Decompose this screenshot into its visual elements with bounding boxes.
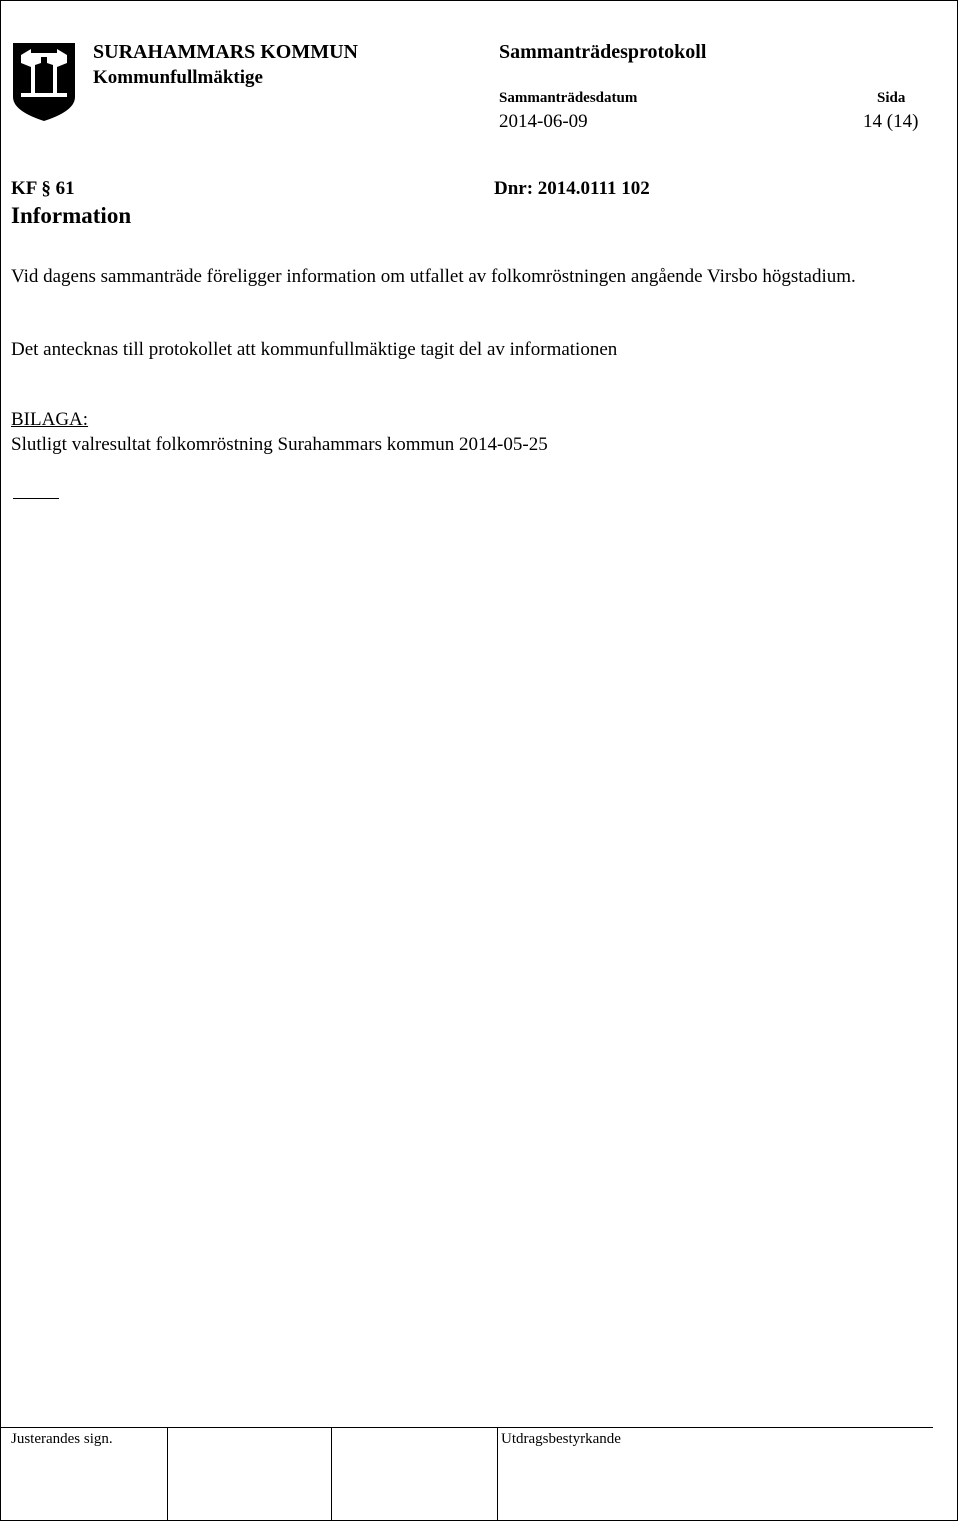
meeting-date-value: 2014-06-09 bbox=[499, 111, 588, 132]
footer-rule bbox=[1, 1427, 933, 1428]
footer-divider bbox=[497, 1427, 498, 1521]
section-id: KF § 61 bbox=[11, 178, 75, 199]
adjuster-signature-label: Justerandes sign. bbox=[11, 1431, 113, 1447]
org-subtitle: Kommunfullmäktige bbox=[93, 67, 263, 88]
body-paragraph: Det antecknas till protokollet att kommunfullmäktige tagit del av informationen bbox=[11, 339, 618, 360]
body-paragraph: Vid dagens sammanträde föreligger information om utfallet av folkomröstningen angående Virsbo högstadium. bbox=[11, 266, 856, 287]
meeting-date-label: Sammanträdesdatum bbox=[499, 90, 638, 106]
coat-of-arms-icon bbox=[11, 41, 77, 123]
footer-divider bbox=[331, 1427, 332, 1521]
attachment-label: BILAGA: bbox=[11, 409, 89, 430]
section-title: Information bbox=[11, 203, 132, 228]
document-type: Sammanträdesprotokoll bbox=[499, 41, 707, 63]
section-dnr: Dnr: 2014.0111 102 bbox=[494, 178, 650, 199]
attachment-title: Slutligt valresultat folkomröstning Surahammars kommun 2014-05-25 bbox=[11, 434, 548, 455]
end-rule bbox=[13, 498, 59, 499]
page-number: 14 (14) bbox=[863, 111, 919, 132]
footer-divider bbox=[167, 1427, 168, 1521]
extract-certification-label: Utdragsbestyrkande bbox=[501, 1431, 621, 1447]
org-name: SURAHAMMARS KOMMUN bbox=[93, 41, 358, 63]
page-label: Sida bbox=[877, 90, 906, 106]
